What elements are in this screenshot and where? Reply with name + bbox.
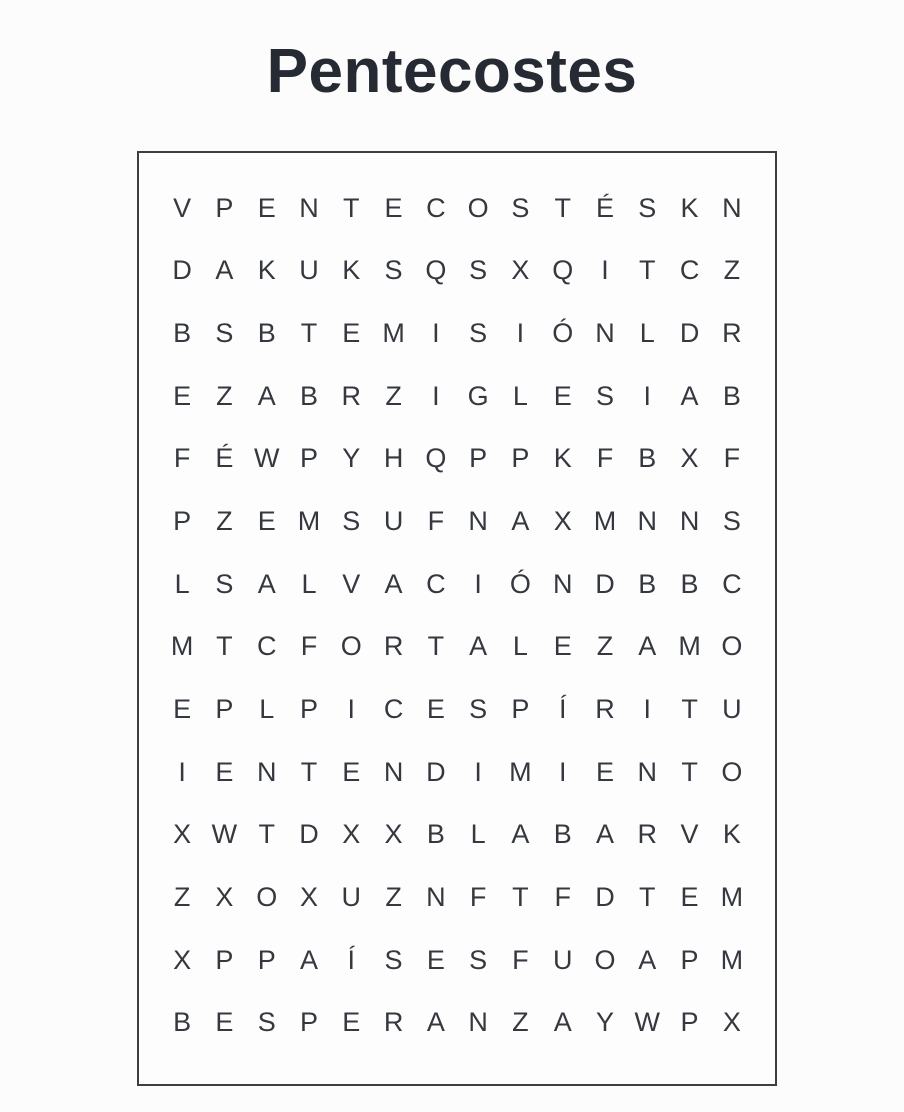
grid-cell-letter: F [554, 881, 571, 912]
grid-cell-letter: Q [425, 443, 447, 474]
grid-cell-letter: O [256, 881, 278, 912]
grid-cell-letter: K [680, 192, 699, 223]
grid-cell-letter: M [509, 756, 532, 787]
grid-cell-letter: I [601, 255, 609, 286]
grid-cell-letter: F [300, 631, 318, 662]
grid-cell-letter: O [721, 631, 743, 662]
grid-cell-letter: T [681, 756, 698, 787]
grid-cell-letter: X [680, 443, 699, 474]
grid-cell-letter: E [173, 693, 192, 724]
grid-cell-letter: E [680, 881, 699, 912]
grid-cell-letter: P [680, 1007, 699, 1038]
grid-cell-letter: B [426, 819, 445, 850]
grid-cell-letter: B [553, 819, 572, 850]
grid-cell-letter: I [558, 756, 567, 787]
grid-cell-letter: A [299, 944, 318, 975]
grid-cell-letter: Z [173, 881, 191, 912]
grid-cell-letter: S [215, 318, 234, 349]
grid-cell-letter: P [511, 693, 530, 724]
grid-cell-letter: B [722, 380, 741, 411]
grid-cell-letter: L [512, 631, 528, 662]
grid-cell-letter: I [474, 756, 482, 787]
grid-cell-letter: S [469, 255, 488, 286]
grid-cell-letter: C [426, 192, 446, 223]
grid-cell-letter: E [257, 192, 276, 223]
grid-cell-letter: N [552, 568, 573, 599]
grid-cell-letter: E [426, 693, 445, 724]
grid-cell-letter: N [722, 192, 742, 223]
grid-cell-letter: M [720, 881, 744, 912]
grid-cell-letter: T [639, 881, 656, 912]
grid-cell-letter: B [173, 1007, 192, 1038]
grid-cell-letter: N [637, 756, 658, 787]
grid-cell-letter: X [342, 819, 361, 850]
grid-cell-letter: M [297, 506, 321, 537]
grid-cell-letter: X [173, 944, 192, 975]
grid-cell-letter: M [170, 631, 194, 662]
puzzle-grid-border [137, 151, 777, 1086]
grid-cell-letter: P [215, 192, 234, 223]
grid-cell-letter: B [638, 443, 657, 474]
grid-cell-letter: T [300, 318, 318, 349]
grid-cell-letter: F [469, 881, 487, 912]
grid-cell-letter: Í [558, 693, 567, 724]
grid-cell-letter: P [257, 944, 276, 975]
grid-cell-letter: I [516, 318, 525, 349]
grid-cell-letter: E [342, 318, 361, 349]
grid-cell-letter: Y [595, 1007, 614, 1038]
grid-cell-letter: S [638, 192, 657, 223]
grid-cell-letter: Z [385, 881, 402, 912]
grid-cell-letter: A [215, 255, 234, 286]
grid-cell-letter: L [259, 693, 275, 724]
grid-cell-letter: F [596, 443, 614, 474]
grid-cell-letter: E [553, 380, 572, 411]
grid-cell-letter: E [553, 631, 572, 662]
grid-cell-letter: X [215, 881, 234, 912]
grid-cell-letter: A [595, 819, 614, 850]
grid-cell-letter: W [253, 443, 280, 474]
grid-cell-letter: P [299, 693, 318, 724]
grid-cell-letter: F [427, 506, 445, 537]
puzzle-title: Pentecostes [266, 37, 638, 106]
grid-cell-letter: Ó [509, 568, 531, 599]
grid-cell-letter: D [172, 255, 192, 286]
grid-cell-letter: Z [216, 506, 233, 537]
grid-cell-letter: U [341, 881, 362, 912]
grid-cell-letter: T [681, 693, 698, 724]
grid-cell-letter: N [426, 881, 446, 912]
grid-cell-letter: L [301, 568, 317, 599]
grid-cell-letter: P [299, 443, 318, 474]
grid-cell-letter: F [173, 443, 191, 474]
grid-cell-letter: N [637, 506, 658, 537]
grid-cell-letter: A [680, 380, 699, 411]
grid-cell-letter: U [383, 506, 404, 537]
grid-cell-letter: I [643, 380, 652, 411]
grid-cell-letter: L [470, 819, 486, 850]
grid-cell-letter: S [257, 1007, 276, 1038]
grid-cell-letter: Q [552, 255, 574, 286]
grid-cell-letter: Z [216, 380, 233, 411]
grid-cell-letter: I [643, 693, 652, 724]
grid-cell-letter: B [173, 318, 192, 349]
grid-cell-letter: B [257, 318, 276, 349]
grid-cell-letter: W [634, 1007, 661, 1038]
grid-cell-letter: Z [512, 1007, 529, 1038]
grid-cell-letter: P [215, 944, 234, 975]
grid-cell-letter: S [215, 568, 234, 599]
grid-cell-letter: P [511, 443, 530, 474]
grid-cell-letter: T [512, 881, 529, 912]
grid-cell-letter: S [469, 944, 488, 975]
grid-cell-letter: É [595, 192, 614, 223]
grid-cell-letter: I [474, 568, 482, 599]
grid-cell-letter: M [720, 944, 744, 975]
grid-cell-letter: V [680, 819, 699, 850]
grid-cell-letter: L [174, 568, 190, 599]
grid-cell-letter: A [553, 1007, 572, 1038]
grid-cell-letter: N [679, 506, 700, 537]
grid-cell-letter: U [552, 944, 573, 975]
grid-cell-letter: B [638, 568, 657, 599]
grid-cell-letter: T [639, 255, 656, 286]
grid-cell-letter: M [678, 631, 701, 662]
grid-cell-letter: X [384, 819, 403, 850]
grid-cell-letter: O [594, 944, 616, 975]
grid-cell-letter: B [299, 380, 318, 411]
grid-cell-letter: E [257, 506, 276, 537]
grid-cell-letter: N [595, 318, 615, 349]
word-search-grid [161, 177, 753, 1054]
grid-cell-letter: X [722, 1007, 741, 1038]
grid-cell-letter: P [173, 506, 192, 537]
grid-cell-letter: U [299, 255, 319, 286]
grid-cell-letter: G [467, 380, 489, 411]
grid-cell-letter: Z [385, 380, 402, 411]
grid-cell-letter: E [173, 380, 192, 411]
grid-cell-letter: T [300, 756, 318, 787]
grid-cell-letter: O [467, 192, 489, 223]
grid-cell-letter: E [215, 1007, 234, 1038]
grid-cell-letter: R [595, 693, 615, 724]
grid-cell-letter: Y [342, 443, 361, 474]
grid-cell-letter: V [173, 192, 192, 223]
grid-cell-letter: T [427, 631, 445, 662]
grid-cell-letter: I [432, 318, 440, 349]
grid-cell-letter: Z [723, 255, 741, 286]
grid-cell-letter: T [554, 192, 571, 223]
grid-cell-letter: X [299, 881, 318, 912]
grid-cell-letter: T [258, 819, 275, 850]
grid-cell-letter: K [553, 443, 572, 474]
grid-cell-letter: D [426, 756, 446, 787]
grid-cell-letter: N [256, 756, 277, 787]
grid-cell-letter: R [722, 318, 742, 349]
grid-cell-letter: E [215, 756, 234, 787]
grid-cell-letter: S [469, 693, 488, 724]
grid-cell-letter: A [257, 380, 276, 411]
grid-cell-letter: D [679, 318, 700, 349]
grid-cell-letter: N [468, 1007, 488, 1038]
grid-cell-letter: S [511, 192, 530, 223]
grid-cell-letter: X [173, 819, 192, 850]
grid-cell-letter: A [469, 631, 488, 662]
grid-cell-letter: C [722, 568, 742, 599]
grid-cell-letter: Q [425, 255, 447, 286]
grid-cell-letter: P [469, 443, 488, 474]
grid-cell-letter: É [215, 443, 234, 474]
grid-cell-letter: C [383, 693, 404, 724]
grid-cell-letter: E [384, 192, 403, 223]
grid-cell-letter: A [257, 568, 276, 599]
grid-cell-letter: X [553, 506, 572, 537]
grid-cell-letter: O [721, 756, 743, 787]
grid-cell-letter: S [342, 506, 361, 537]
grid-cell-letter: F [723, 443, 741, 474]
grid-cell-letter: U [722, 693, 742, 724]
grid-cell-letter: F [512, 944, 529, 975]
grid-cell-letter: P [299, 1007, 318, 1038]
grid-cell-letter: A [384, 568, 403, 599]
grid-cell-letter: H [383, 443, 404, 474]
grid-cell-letter: A [638, 631, 657, 662]
grid-cell-letter: C [256, 631, 277, 662]
grid-cell-letter: A [426, 1007, 445, 1038]
grid-cell-letter: L [639, 318, 655, 349]
grid-cell-letter: K [257, 255, 276, 286]
grid-cell-letter: R [637, 819, 658, 850]
grid-cell-letter: S [384, 944, 403, 975]
grid-cell-letter: E [342, 1007, 361, 1038]
grid-cell-letter: K [722, 819, 741, 850]
grid-cell-letter: C [426, 568, 446, 599]
grid-cell-letter: M [382, 318, 405, 349]
grid-cell-letter: Ó [552, 318, 574, 349]
grid-cell-letter: E [595, 756, 614, 787]
grid-cell-letter: N [468, 506, 488, 537]
grid-cell-letter: D [299, 819, 319, 850]
grid-cell-letter: I [347, 693, 356, 724]
grid-cell-letter: R [341, 380, 362, 411]
grid-cell-letter: B [680, 568, 699, 599]
grid-cell-letter: O [340, 631, 362, 662]
grid-cell-letter: A [638, 944, 657, 975]
grid-cell-letter: W [211, 819, 238, 850]
grid-cell-letter: E [426, 944, 445, 975]
grid-cell-letter: A [511, 819, 530, 850]
grid-cell-letter: S [469, 318, 488, 349]
grid-cell-letter: S [384, 255, 403, 286]
grid-cell-letter: P [680, 944, 699, 975]
grid-cell-letter: L [512, 380, 528, 411]
grid-cell-letter: D [595, 568, 615, 599]
grid-cell-letter: R [383, 1007, 404, 1038]
grid-cell-letter: V [342, 568, 361, 599]
grid-cell-letter: T [343, 192, 360, 223]
grid-cell-letter: S [595, 380, 614, 411]
grid-cell-letter: E [342, 756, 361, 787]
grid-cell-letter: D [595, 881, 615, 912]
grid-cell-letter: Í [347, 944, 356, 975]
grid-cell-letter: R [383, 631, 404, 662]
grid-cell-letter: T [216, 631, 233, 662]
grid-cell-letter: Z [596, 631, 614, 662]
grid-cell-letter: N [383, 756, 404, 787]
grid-cell-letter: A [511, 506, 530, 537]
grid-cell-letter: X [511, 255, 530, 286]
grid-cell-letter: P [215, 693, 234, 724]
grid-cell-letter: I [432, 380, 440, 411]
grid-cell-letter: S [722, 506, 741, 537]
grid-cell-letter: C [679, 255, 700, 286]
grid-cell-letter: M [593, 506, 617, 537]
grid-cell-letter: K [342, 255, 361, 286]
grid-cell-letter: N [299, 192, 319, 223]
grid-cell-letter: I [178, 756, 186, 787]
